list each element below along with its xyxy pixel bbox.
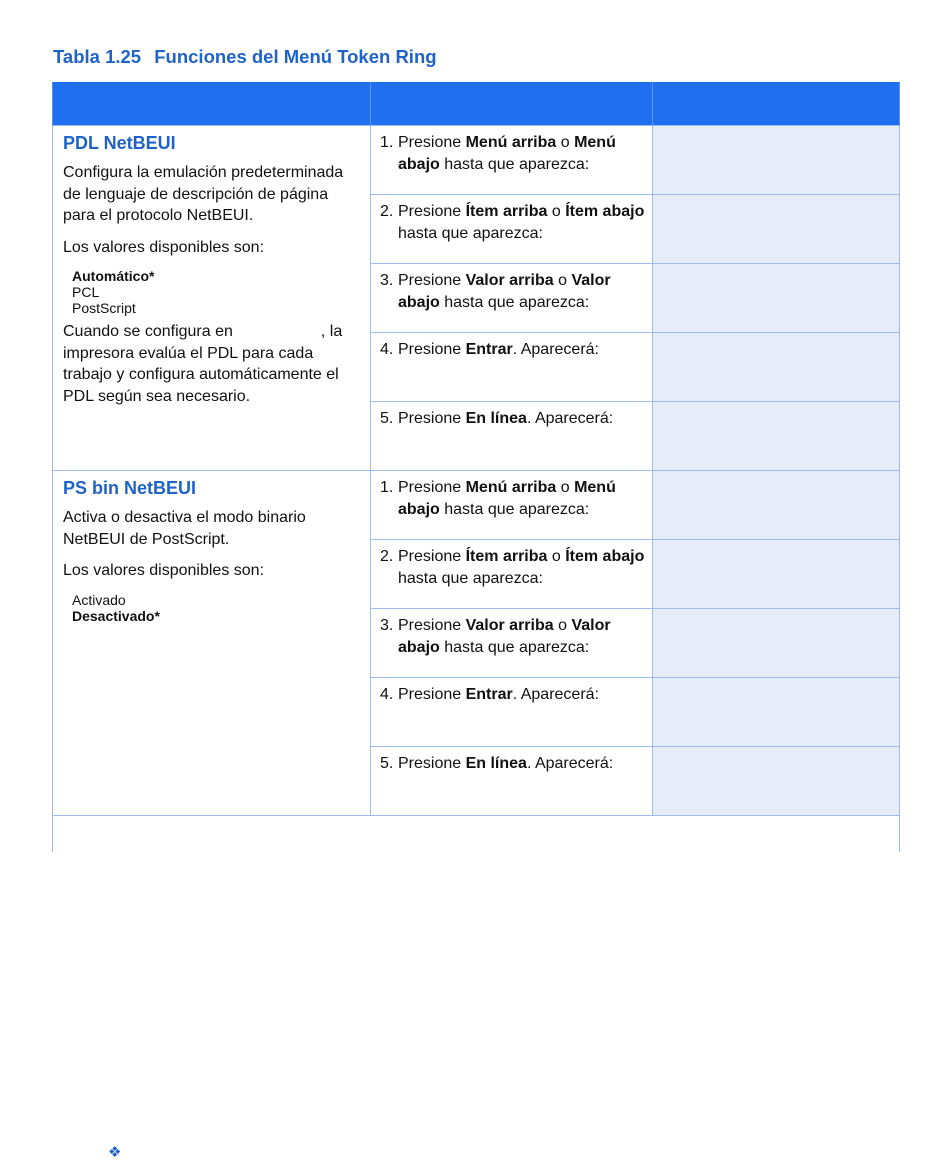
step-text	[398, 546, 646, 589]
table-row	[53, 471, 900, 540]
value-item: Activado	[72, 591, 126, 608]
header-cell-display	[653, 82, 900, 126]
step-cell	[371, 609, 653, 678]
step-text-part: o	[553, 617, 572, 634]
step-item	[380, 201, 646, 244]
key-name: Menú abajo	[398, 134, 616, 173]
step-cell	[371, 126, 653, 195]
step-number: 4.	[380, 686, 394, 703]
step-item	[380, 270, 646, 313]
step-number: 3.	[380, 272, 394, 289]
step-item	[380, 684, 646, 706]
key-name: Ítem arriba	[465, 203, 548, 220]
step-item	[380, 615, 646, 658]
step-text-part: Presione	[398, 410, 466, 427]
note-text: , la impresora evalúa el PDL para cada trabajo y configura automáticamente el PDL según sea necesario.	[63, 323, 343, 405]
step-text	[398, 339, 599, 361]
step-item	[380, 753, 646, 775]
step-text	[398, 477, 646, 520]
key-name: Menú arriba	[465, 479, 557, 496]
header-cell-parameter	[53, 82, 371, 126]
key-name: Menú abajo	[398, 479, 616, 518]
step-text-part: o	[553, 272, 572, 289]
step-text	[398, 615, 646, 658]
step-text	[398, 753, 613, 775]
step-text-part: o	[547, 548, 566, 565]
key-name: Menú arriba	[465, 134, 557, 151]
empty-cell	[53, 816, 900, 853]
table-header-row	[53, 82, 900, 126]
step-cell	[371, 471, 653, 540]
step-text-part: Presione	[398, 686, 466, 703]
step-item	[380, 546, 646, 589]
parameter-description: Activa o desactiva el modo binario NetBEUI de PostScript.	[63, 509, 306, 548]
step-text-part: . Aparecerá:	[526, 410, 614, 427]
values-list	[72, 592, 360, 624]
step-text-part: hasta que aparezca:	[439, 500, 590, 518]
step-number: 2.	[380, 548, 394, 565]
table-row	[53, 126, 900, 195]
step-text	[398, 408, 613, 430]
parameter-cell	[53, 471, 371, 816]
key-name: Valor arriba	[465, 617, 554, 634]
table-title	[53, 46, 437, 68]
display-cell	[653, 195, 900, 264]
parameter-name: PS bin NetBEUI	[63, 478, 197, 498]
step-text-part: hasta que aparezca:	[439, 155, 590, 173]
key-name: Ítem abajo	[565, 203, 645, 220]
step-text-part: Presione	[398, 617, 466, 634]
step-text-part: Presione	[398, 341, 466, 358]
step-number: 1.	[380, 479, 394, 496]
step-cell	[371, 540, 653, 609]
step-cell	[371, 333, 653, 402]
header-cell-steps	[371, 82, 653, 126]
step-item	[380, 408, 646, 430]
step-cell	[371, 402, 653, 471]
table-title-text: Funciones del Menú Token Ring	[154, 46, 437, 67]
display-cell	[653, 402, 900, 471]
parameter-note	[63, 321, 360, 407]
parameter-description: Configura la emulación predeterminada de lenguaje de descripción de página para el protocolo NetBEUI.	[63, 164, 344, 224]
step-text	[398, 684, 599, 706]
step-number: 3.	[380, 617, 394, 634]
step-text-part: Presione	[398, 272, 466, 289]
diamond-ornament-icon: ❖	[108, 1144, 122, 1161]
value-item: Desactivado*	[72, 607, 160, 624]
value-item: Automático*	[72, 268, 155, 284]
key-name: En línea	[465, 755, 527, 772]
step-number: 5.	[380, 410, 394, 427]
note-text: Cuando se configura en	[63, 323, 233, 340]
step-cell	[371, 264, 653, 333]
parameter-name: PDL NetBEUI	[63, 133, 176, 153]
step-text-part: . Aparecerá:	[526, 755, 614, 772]
values-list	[72, 268, 360, 316]
key-name: En línea	[465, 410, 527, 427]
key-name: Entrar	[465, 341, 513, 358]
step-item	[380, 477, 646, 520]
step-text-part: o	[556, 479, 575, 496]
parameter-cell	[53, 126, 371, 471]
key-name: Ítem abajo	[565, 548, 645, 565]
display-cell	[653, 609, 900, 678]
step-text-part: o	[547, 203, 566, 220]
key-name: Valor arriba	[465, 272, 554, 289]
step-item	[380, 132, 646, 175]
table-number: Tabla 1.25	[53, 46, 142, 67]
step-text	[398, 270, 646, 313]
step-text-part: hasta que aparezca:	[439, 293, 590, 311]
step-cell	[371, 747, 653, 816]
step-text-part: Presione	[398, 479, 466, 496]
step-item	[380, 339, 646, 361]
key-name: Valor abajo	[398, 272, 611, 311]
step-text	[398, 201, 646, 244]
display-cell	[653, 471, 900, 540]
step-cell	[371, 678, 653, 747]
display-cell	[653, 747, 900, 816]
step-text-part: Presione	[398, 203, 466, 220]
step-text-part: . Aparecerá:	[512, 341, 599, 358]
table-body	[53, 126, 900, 853]
step-number: 5.	[380, 755, 394, 772]
value-item: PostScript	[72, 300, 136, 316]
key-name: Valor abajo	[398, 617, 611, 656]
display-cell	[653, 678, 900, 747]
values-intro: Los valores disponibles son:	[63, 238, 265, 256]
display-cell	[653, 540, 900, 609]
step-number: 2.	[380, 203, 394, 220]
step-text-part: Presione	[398, 755, 466, 772]
step-text-part: Presione	[398, 134, 466, 151]
step-text-part: Presione	[398, 548, 466, 565]
step-text-part: o	[556, 134, 575, 151]
empty-row	[53, 816, 900, 853]
value-item: PCL	[72, 284, 100, 300]
step-text	[398, 132, 646, 175]
step-text-part: hasta que aparezca:	[398, 569, 543, 587]
step-cell	[371, 195, 653, 264]
step-number: 4.	[380, 341, 394, 358]
step-text-part: . Aparecerá:	[512, 686, 599, 703]
key-name: Ítem arriba	[465, 548, 548, 565]
display-cell	[653, 333, 900, 402]
values-intro: Los valores disponibles son:	[63, 562, 265, 579]
step-text-part: hasta que aparezca:	[439, 638, 590, 656]
key-name: Entrar	[465, 686, 513, 703]
step-text-part: hasta que aparezca:	[398, 224, 543, 242]
display-cell	[653, 126, 900, 195]
step-number: 1.	[380, 134, 394, 151]
menu-functions-table	[52, 82, 900, 852]
display-cell	[653, 264, 900, 333]
